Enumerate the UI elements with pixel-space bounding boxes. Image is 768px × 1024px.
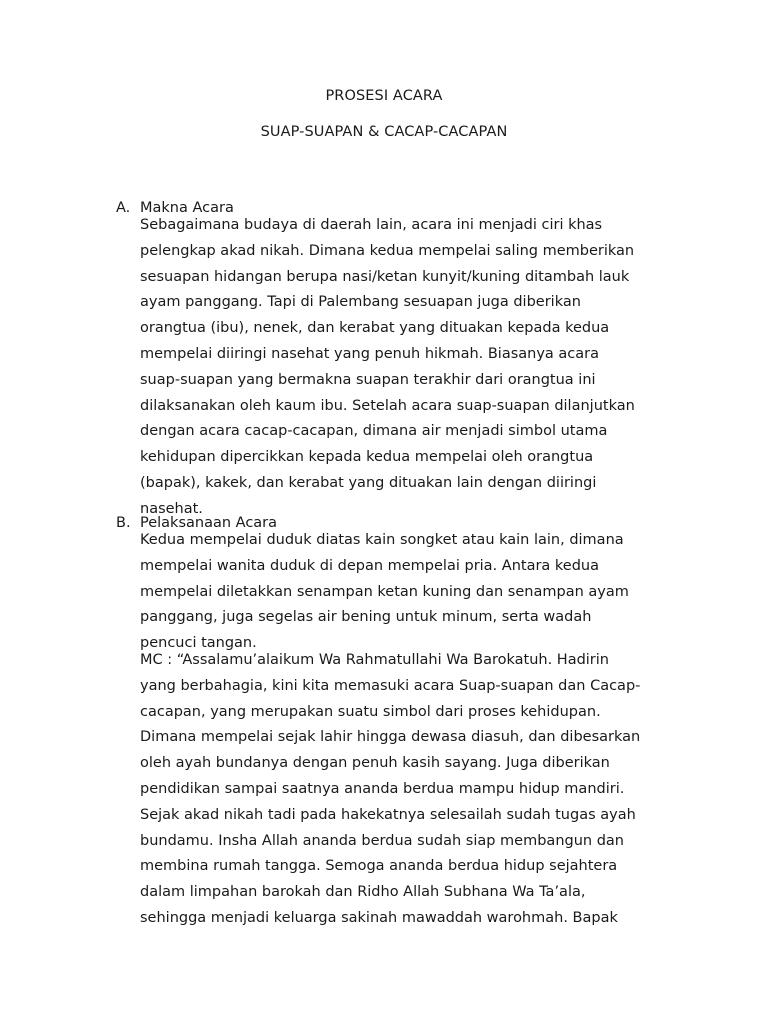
section-a-body: Sebagaimana budaya di daerah lain, acara ini menjadi ciri khas pelengkap akad nikah. Dimana kedua mempelai saling memberikan sesuapan hidangan berupa nasi/ketan kunyit/kuning ditambah lauk ayam panggang. Tapi di Palembang sesuapan juga diberikan orangtua (ibu), nenek, dan kerabat yang dituakan kepada kedua mempelai diiringi nasehat yang penuh hikmah. Biasanya acara suap-suapan yang bermakna suapan terakhir dari orangtua ini dilaksanakan oleh kaum ibu. Setelah acara suap-suapan dilanjutkan dengan acara cacap-cacapan, dimana air menjadi simbol utama kehidupan dipercikkan kepada kedua mempelai oleh orangtua (bapak), kakek, dan kerabat yang dituakan lain dengan diiringi nasehat. bbox=[140, 217, 635, 517]
section-b-body: Kedua mempelai duduk diatas kain songket atau kain lain, dimana mempelai wanita duduk di depan mempelai pria. Antara kedua mempelai diletakkan senampan ketan kuning dan senampan ayam panggang, juga segelas air bening untuk minum, serta wadah pencuci tangan. bbox=[140, 532, 629, 652]
mc-script-paragraph: MC : “Assalamu’alaikum Wa Rahmatullahi Wa Barokatuh. Hadirin yang berbahagia, kini kita memasuki acara Suap-suapan dan Cacap- cacapan, yang merupakan suatu simbol dari proses kehidupan. Dimana mempelai sejak lahir hingga dewasa diasuh, dan dibesarkan oleh ayah bundanya dengan penuh kasih sayang. Juga diberikan pendidikan sampai saatnya ananda berdua mampu hidup mandiri. Sejak akad nikah tadi pada hakekatnya selesailah sudah tugas ayah bundamu. Insha Allah ananda berdua sudah siap membangun dan membina rumah tangga. Semoga ananda berdua hidup sejahtera dalam limpahan barokah dan Ridho Allah Subhana Wa Ta’ala, sehingga menjadi keluarga sakinah mawaddah warohmah. Bapak bbox=[140, 652, 641, 926]
document-subtitle: SUAP-SUAPAN & CACAP-CACAPAN bbox=[260, 124, 508, 140]
section-a-heading: Makna Acara bbox=[140, 200, 234, 216]
section-b-heading: Pelaksanaan Acara bbox=[140, 515, 278, 531]
document-title: PROSESI ACARA bbox=[325, 88, 443, 104]
section-b-marker: B. bbox=[116, 515, 131, 531]
section-a-marker: A. bbox=[116, 200, 131, 216]
